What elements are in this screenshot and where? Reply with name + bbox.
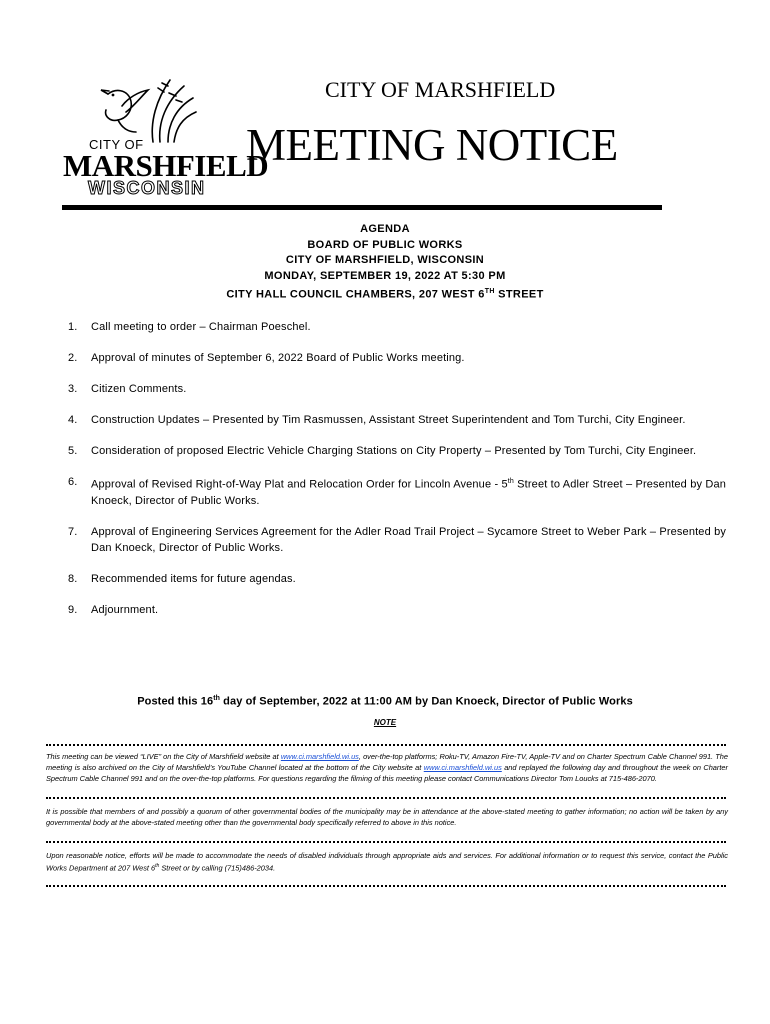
posted-statement	[0, 692, 770, 709]
broadcast-text: This meeting can be viewed “LIVE” on the City of Marshfield website at	[46, 752, 281, 761]
broadcast-text: , over-the-top platforms; Roku-TV, Amazon Fire-TV, Apple-TV and on Charter Spectrum Cable Channel 991. The meeting is also archived on the City of Marshfield’s YouTube Channel located at the bottom of the City website at	[46, 752, 728, 772]
item-text	[91, 474, 726, 509]
agenda-item	[68, 319, 726, 335]
dotted-divider	[46, 744, 726, 746]
logo-city-of: CITY OF	[89, 137, 144, 152]
item-number: 9.	[68, 603, 78, 616]
agenda-item	[68, 381, 726, 397]
posted-text: Posted this 16	[137, 695, 214, 708]
city-website-link[interactable]: www.ci.marshfield.wi.us	[423, 763, 502, 772]
posted-text-rest: day of September, 2022 at 11:00 AM by Dan Knoeck, Director of Public Works	[220, 695, 633, 708]
header-city: CITY OF MARSHFIELD, WISCONSIN	[285, 254, 485, 267]
item-text: Call meeting to order – Chairman Poeschel.	[91, 321, 311, 333]
agenda-item	[68, 474, 726, 509]
accessibility-notice	[46, 850, 728, 873]
agenda-item	[68, 571, 726, 587]
accessibility-text-rest: Street or by calling (715)486-2034.	[159, 863, 276, 873]
item-number: 4.	[68, 414, 78, 426]
header-location-sup: TH	[484, 288, 495, 296]
item-text: Approval of Engineering Services Agreement for the Adler Road Trail Project – Sycamore Street to Weber Park – Presented by Dan Knoeck, Director of Public Works.	[91, 525, 726, 554]
item-text-part: Approval of Revised Right-of-Way Plat and Relocation Order for Lincoln Avenue - 5	[91, 478, 508, 491]
agenda-item	[68, 602, 726, 618]
header-location-text: CITY HALL COUNCIL CHAMBERS, 207 WEST 6	[226, 289, 485, 302]
agenda-item	[68, 350, 726, 366]
item-number: 8.	[68, 572, 78, 585]
agenda-items	[68, 319, 726, 618]
item-text: Adjournment.	[91, 603, 159, 616]
accessibility-text: Upon reasonable notice, efforts will be made to accommodate the needs of disabled individuals through appropriate aids and services. For additional information or to request this service, contact the Public Works Department at 207 West 6	[46, 851, 728, 873]
item-text: Recommended items for future agendas.	[91, 572, 296, 585]
item-number: 3.	[68, 383, 78, 395]
quorum-notice: It is possible that members of and possibly a quorum of other governmental bodies of the municipality may be in attendance at the above-stated meeting to gather information; no action will be taken by any governmental body at the above-stated meeting other than the governmental body specifically referred to above in this notice.	[46, 807, 728, 827]
posted-sup: th	[213, 695, 220, 702]
agenda-header	[0, 222, 770, 304]
header-board: BOARD OF PUBLIC WORKS	[307, 238, 463, 251]
accessibility-sup: th	[155, 863, 160, 869]
item-number: 7.	[68, 525, 78, 538]
meeting-notice-title: MEETING NOTICE	[246, 120, 618, 170]
broadcast-notice	[46, 751, 728, 784]
header-location-street: STREET	[494, 289, 544, 302]
dotted-divider	[46, 885, 726, 887]
item-text-part: Street to Adler Street – Presented by Dan Knoeck, Director of Public Works.	[91, 478, 726, 507]
agenda-item	[68, 412, 726, 428]
agenda-item	[68, 524, 726, 556]
agenda-item	[68, 443, 726, 459]
item-text: Approval of minutes of September 6, 2022 Board of Public Works meeting.	[91, 352, 465, 364]
dotted-divider	[46, 797, 726, 799]
city-website-link[interactable]: www.ci.marshfield.wi.us	[280, 752, 359, 761]
header-location	[0, 284, 770, 303]
logo-wisconsin: WISCONSIN	[88, 178, 206, 198]
item-text: Consideration of proposed Electric Vehicle Charging Stations on City Property – Presented by Tom Turchi, City Engineer.	[91, 445, 697, 457]
item-number: 2.	[68, 352, 78, 364]
item-number: 5.	[68, 445, 78, 457]
dotted-divider	[46, 841, 726, 843]
item-number: 1.	[68, 321, 78, 333]
city-title: CITY OF MARSHFIELD	[325, 77, 556, 102]
logo-marshfield: MARSHFIELD	[63, 148, 269, 183]
broadcast-text: and replayed the following day and throughout the week on Charter Spectrum Cable Channel 991 and on the over-the-top platforms. For questions regarding the filming of this meeting please contact Communications Director Tom Loucks at 715-486-2070.	[46, 763, 729, 783]
item-text-sup: th	[507, 478, 514, 485]
item-number: 6.	[68, 476, 78, 488]
city-logo	[58, 72, 269, 198]
title-rule	[62, 205, 662, 210]
note-heading: NOTE	[373, 718, 397, 727]
bird-reeds-icon	[98, 72, 198, 144]
header-agenda: AGENDA	[360, 223, 410, 235]
header-date: MONDAY, SEPTEMBER 19, 2022 AT 5:30 PM	[264, 269, 506, 282]
item-text: Construction Updates – Presented by Tim Rasmussen, Assistant Street Superintendent and Tom Turchi, City Engineer.	[91, 414, 686, 426]
item-text: Citizen Comments.	[91, 383, 187, 395]
